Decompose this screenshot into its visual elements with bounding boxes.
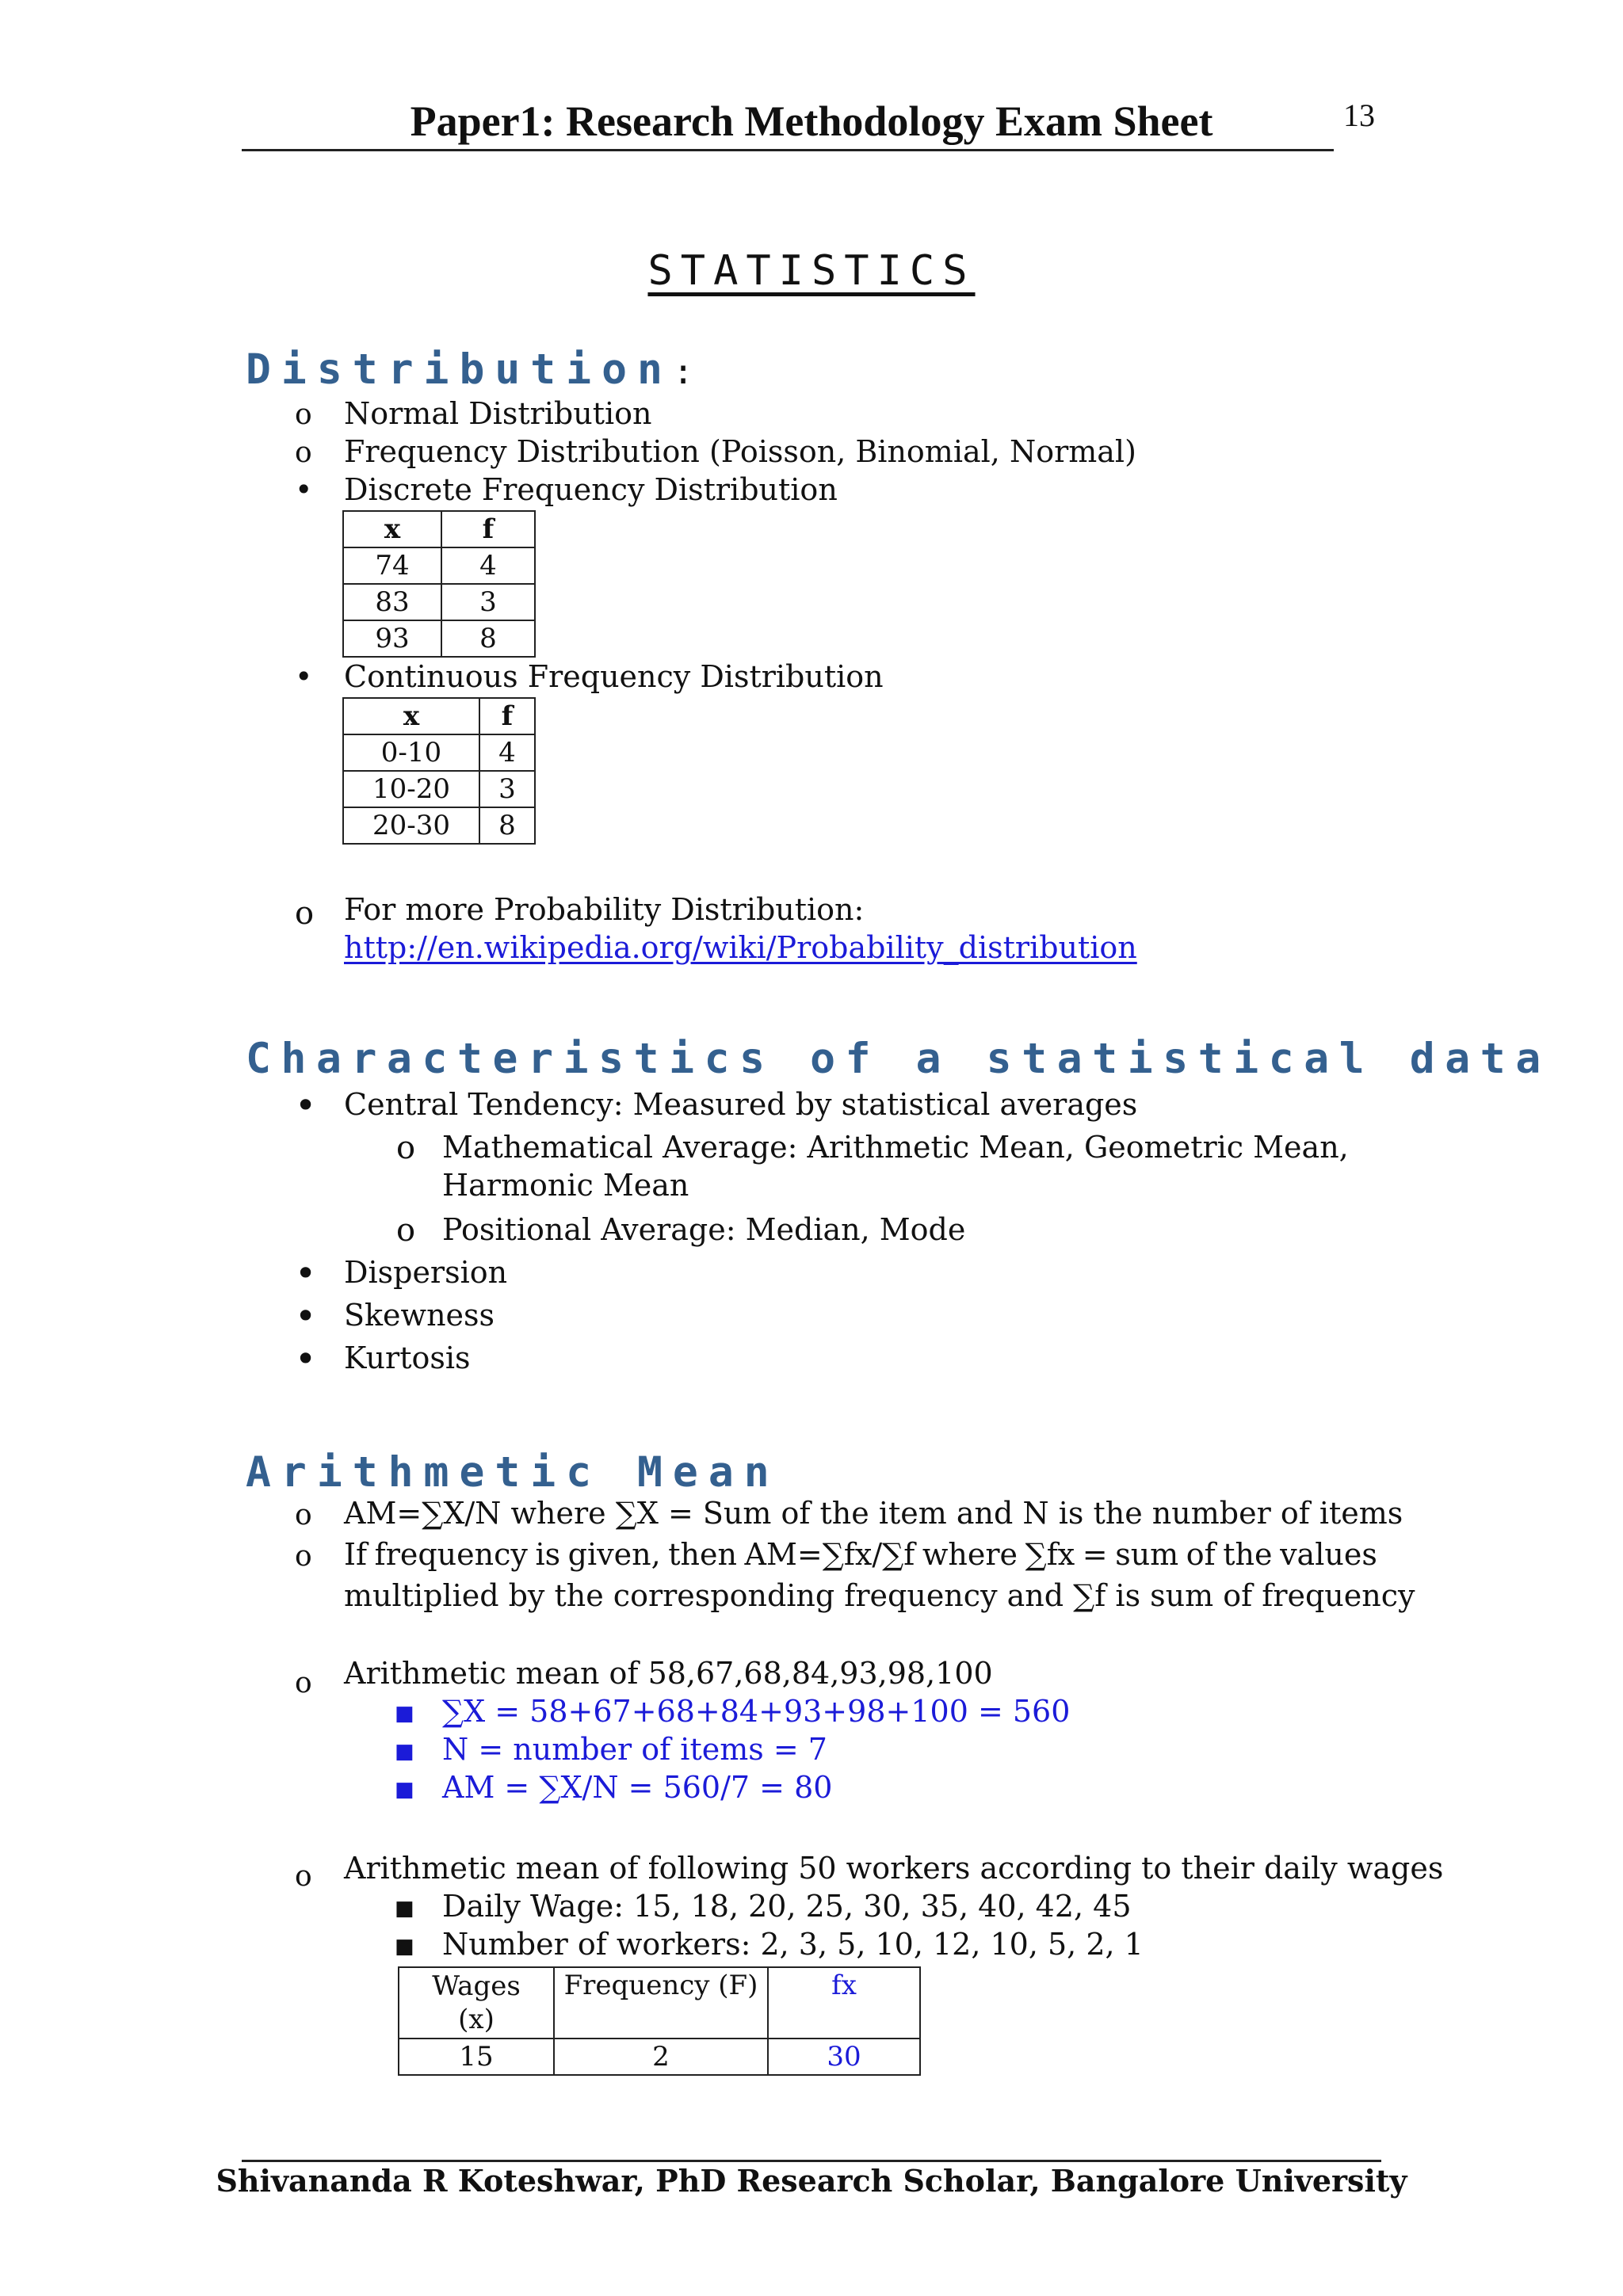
list-item: Continuous Frequency Distribution (344, 659, 884, 694)
calculation-step: AM = ∑X/N = 560/7 = 80 (442, 1770, 833, 1805)
word: where (922, 1537, 1018, 1572)
list-item-continuation: Harmonic Mean (442, 1168, 689, 1203)
disc-bullet-icon: • (295, 472, 313, 507)
disc-bullet-icon: • (295, 1295, 317, 1337)
circle-bullet-icon: o (295, 895, 315, 932)
table-cell: 3 (441, 584, 535, 620)
table-header: x (343, 698, 479, 734)
footer-rule (242, 2160, 1381, 2162)
table-cell: 30 (768, 2039, 920, 2075)
section-heading-distribution: Distribution: (246, 345, 694, 394)
circle-bullet-icon: o (396, 1212, 416, 1249)
table-row (343, 620, 535, 657)
page-title: STATISTICS (647, 247, 976, 295)
list-item: Skewness (344, 1298, 495, 1333)
table-header: fx (768, 1967, 920, 2039)
continuous-frequency-table (342, 697, 536, 845)
list-item: Mathematical Average: Arithmetic Mean, Geometric Mean, (442, 1130, 1349, 1165)
square-bullet-icon: ■ (395, 1778, 414, 1802)
wikipedia-link[interactable]: http://en.wikipedia.org/wiki/Probability_distribution (344, 930, 1137, 965)
table-header-row (399, 1967, 920, 2039)
header-title: Paper1: Research Methodology Exam Sheet (410, 97, 1213, 145)
disc-bullet-icon: • (295, 1252, 317, 1295)
wages-table (398, 1966, 921, 2076)
word: then (668, 1537, 737, 1572)
page-number: 13 (1343, 97, 1375, 133)
table-header: f (441, 511, 535, 547)
table-cell: 83 (343, 584, 441, 620)
circle-bullet-icon: o (396, 1130, 416, 1166)
word: AM=∑fx/∑f (744, 1537, 915, 1572)
word: sum (1115, 1537, 1179, 1572)
table-header: x (343, 511, 441, 547)
table-cell: 3 (479, 771, 535, 807)
word: given, (567, 1537, 661, 1572)
list-item-continuation: multiplied by the corresponding frequency and ∑f is sum of frequency (344, 1578, 1415, 1613)
circle-bullet-icon: o (295, 1499, 312, 1531)
table-row (343, 734, 535, 771)
table-cell: 8 (479, 807, 535, 844)
table-cell: 0-10 (343, 734, 479, 771)
list-item: Frequency Distribution (Poisson, Binomial, Normal) (344, 434, 1136, 469)
calculation-step: N = number of items = 7 (442, 1732, 827, 1767)
table-header: Frequency (F) (554, 1967, 768, 2039)
table-cell: 4 (441, 547, 535, 584)
list-item: Number of workers: 2, 3, 5, 10, 12, 10, 5, 2, 1 (442, 1927, 1144, 1962)
footer-author: Shivananda R Koteshwar, PhD Research Scholar, Bangalore University (216, 2163, 1407, 2199)
table-cell: 15 (399, 2039, 554, 2075)
word: the (1223, 1537, 1273, 1572)
circle-bullet-icon: o (295, 399, 312, 431)
list-item: Normal Distribution (344, 396, 652, 431)
list-item: Positional Average: Median, Mode (442, 1212, 966, 1247)
disc-bullet-icon: • (295, 659, 313, 694)
table-cell: 2 (554, 2039, 768, 2075)
list-item: Arithmetic mean of following 50 workers according to their daily wages (344, 1851, 1444, 1886)
word: of (1186, 1537, 1216, 1572)
table-cell: 4 (479, 734, 535, 771)
table-cell: 8 (441, 620, 535, 657)
word: ∑fx (1025, 1537, 1075, 1572)
disc-bullet-icon: • (295, 1084, 317, 1127)
table-cell: 10-20 (343, 771, 479, 807)
table-row (343, 584, 535, 620)
disc-bullet-icon: • (295, 1337, 317, 1380)
table-cell: 74 (343, 547, 441, 584)
table-header: Wages (x) (399, 1967, 554, 2039)
circle-bullet-icon: o (295, 1540, 312, 1573)
word: values (1280, 1537, 1377, 1572)
table-header: f (479, 698, 535, 734)
square-bullet-icon: ■ (395, 1935, 414, 1958)
circle-bullet-icon: o (295, 1860, 312, 1893)
list-item: Dispersion (344, 1255, 508, 1290)
table-row (399, 2039, 920, 2075)
word: If (344, 1537, 368, 1572)
header-rule (242, 149, 1334, 151)
list-item: AM=∑X/N where ∑X = Sum of the item and N is the number of items (344, 1496, 1403, 1531)
table-row (343, 807, 535, 844)
section-heading-characteristics: Characteristics of a statistical data (246, 1035, 1551, 1083)
discrete-frequency-table (342, 510, 536, 658)
list-item: Central Tendency: Measured by statistical averages (344, 1087, 1138, 1122)
list-item: For more Probability Distribution: (344, 892, 865, 927)
table-cell: 20-30 (343, 807, 479, 844)
list-item: Discrete Frequency Distribution (344, 472, 838, 507)
circle-bullet-icon: o (295, 437, 312, 469)
table-row (343, 771, 535, 807)
section-heading-arithmetic-mean: Arithmetic Mean (246, 1448, 780, 1497)
square-bullet-icon: ■ (395, 1897, 414, 1920)
word: = (1082, 1537, 1108, 1572)
square-bullet-icon: ■ (395, 1702, 414, 1726)
word: frequency (374, 1537, 528, 1572)
list-item: Kurtosis (344, 1341, 471, 1375)
table-row (343, 547, 535, 584)
calculation-step: ∑X = 58+67+68+84+93+98+100 = 560 (442, 1694, 1071, 1729)
circle-bullet-icon: o (295, 1667, 312, 1699)
table-cell: 93 (343, 620, 441, 657)
square-bullet-icon: ■ (395, 1740, 414, 1764)
word: is (535, 1537, 561, 1572)
list-item-justified (344, 1537, 1377, 1572)
list-item: Arithmetic mean of 58,67,68,84,93,98,100 (344, 1656, 993, 1691)
list-item: Daily Wage: 15, 18, 20, 25, 30, 35, 40, 42, 45 (442, 1889, 1132, 1924)
